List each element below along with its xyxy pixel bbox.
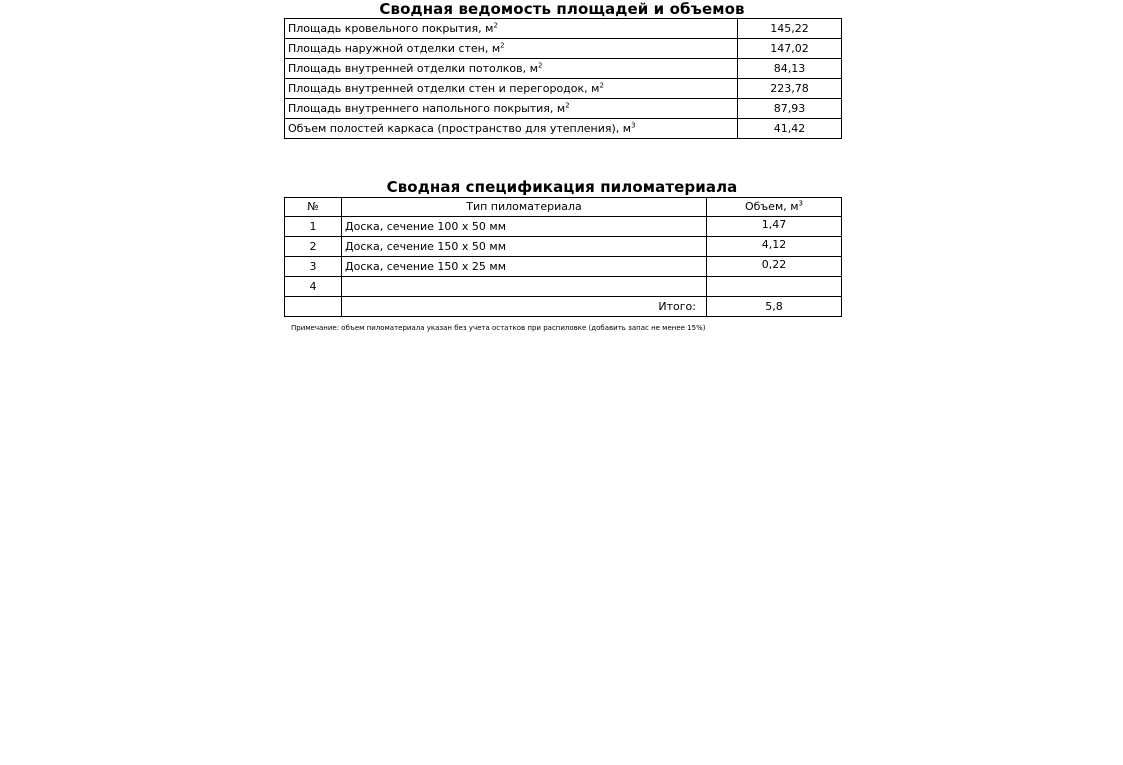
lumber-title: Сводная спецификация пиломатериала (386, 178, 738, 196)
table-row (285, 257, 842, 277)
area-label: Объем полостей каркаса (пространство для утепления), $м^3$ (285, 119, 738, 139)
area-value: 147,02 (738, 39, 842, 59)
lumber-type: Доска, сечение 150 х 25 мм (342, 257, 707, 277)
table-row (285, 237, 842, 257)
table-row (285, 19, 842, 39)
lumber-type: Доска, сечение 100 х 50 мм (342, 217, 707, 237)
unit-power: 2 (599, 81, 604, 90)
table-row (285, 99, 842, 119)
row-num: 1 (285, 217, 342, 237)
unit-power: 2 (565, 101, 570, 110)
area-value: 41,42 (738, 119, 842, 139)
row-num: 3 (285, 257, 342, 277)
header-row (285, 198, 842, 217)
areas-table (284, 18, 842, 139)
lumber-volume (707, 277, 842, 297)
table-row (285, 79, 842, 99)
row-num: 2 (285, 237, 342, 257)
area-label: Площадь внутренней отделки стен и перегородок, $м^2$ (285, 79, 738, 99)
total-label: Итого: (342, 297, 707, 317)
table-row (285, 217, 842, 237)
footnote: Примечание: объем пиломатериала указан без учета остатков при распиловке (добавить запас не менее 15%) (291, 324, 706, 332)
lumber-type: Доска, сечение 150 х 50 мм (342, 237, 707, 257)
lumber-type (342, 277, 707, 297)
header-type: Тип пиломатериала (342, 198, 707, 217)
lumber-volume: 0,22 (707, 257, 842, 277)
area-label: Площадь внутреннего напольного покрытия, $м^2$ (285, 99, 738, 119)
header-num: № (285, 198, 342, 217)
table-row (285, 39, 842, 59)
lumber-table (284, 197, 842, 317)
table-row (285, 119, 842, 139)
table-row (285, 59, 842, 79)
table-row (285, 277, 842, 297)
row-num: 4 (285, 277, 342, 297)
unit-power: 2 (493, 21, 498, 30)
area-value: 84,13 (738, 59, 842, 79)
lumber-volume: 4,12 (707, 237, 842, 257)
unit-power: 2 (500, 41, 505, 50)
unit-power: 3 (798, 199, 804, 208)
header-volume: Объем, $м^3$ (707, 198, 842, 217)
area-label: Площадь внутренней отделки потолков, $м^2$ (285, 59, 738, 79)
total-empty-cell (285, 297, 342, 317)
unit-power: 2 (537, 61, 543, 70)
area-value: 223,78 (738, 79, 842, 99)
area-label: Площадь кровельного покрытия, $м^2$ (285, 19, 738, 39)
lumber-volume: 1,47 (707, 217, 842, 237)
areas-title: Сводная ведомость площадей и объемов (379, 0, 745, 18)
area-value: 87,93 (738, 99, 842, 119)
area-label: Площадь наружной отделки стен, $м^2$ (285, 39, 738, 59)
area-value: 145,22 (738, 19, 842, 39)
total-value: 5,8 (707, 297, 842, 317)
unit-power: 3 (631, 121, 636, 130)
total-row (285, 297, 842, 317)
